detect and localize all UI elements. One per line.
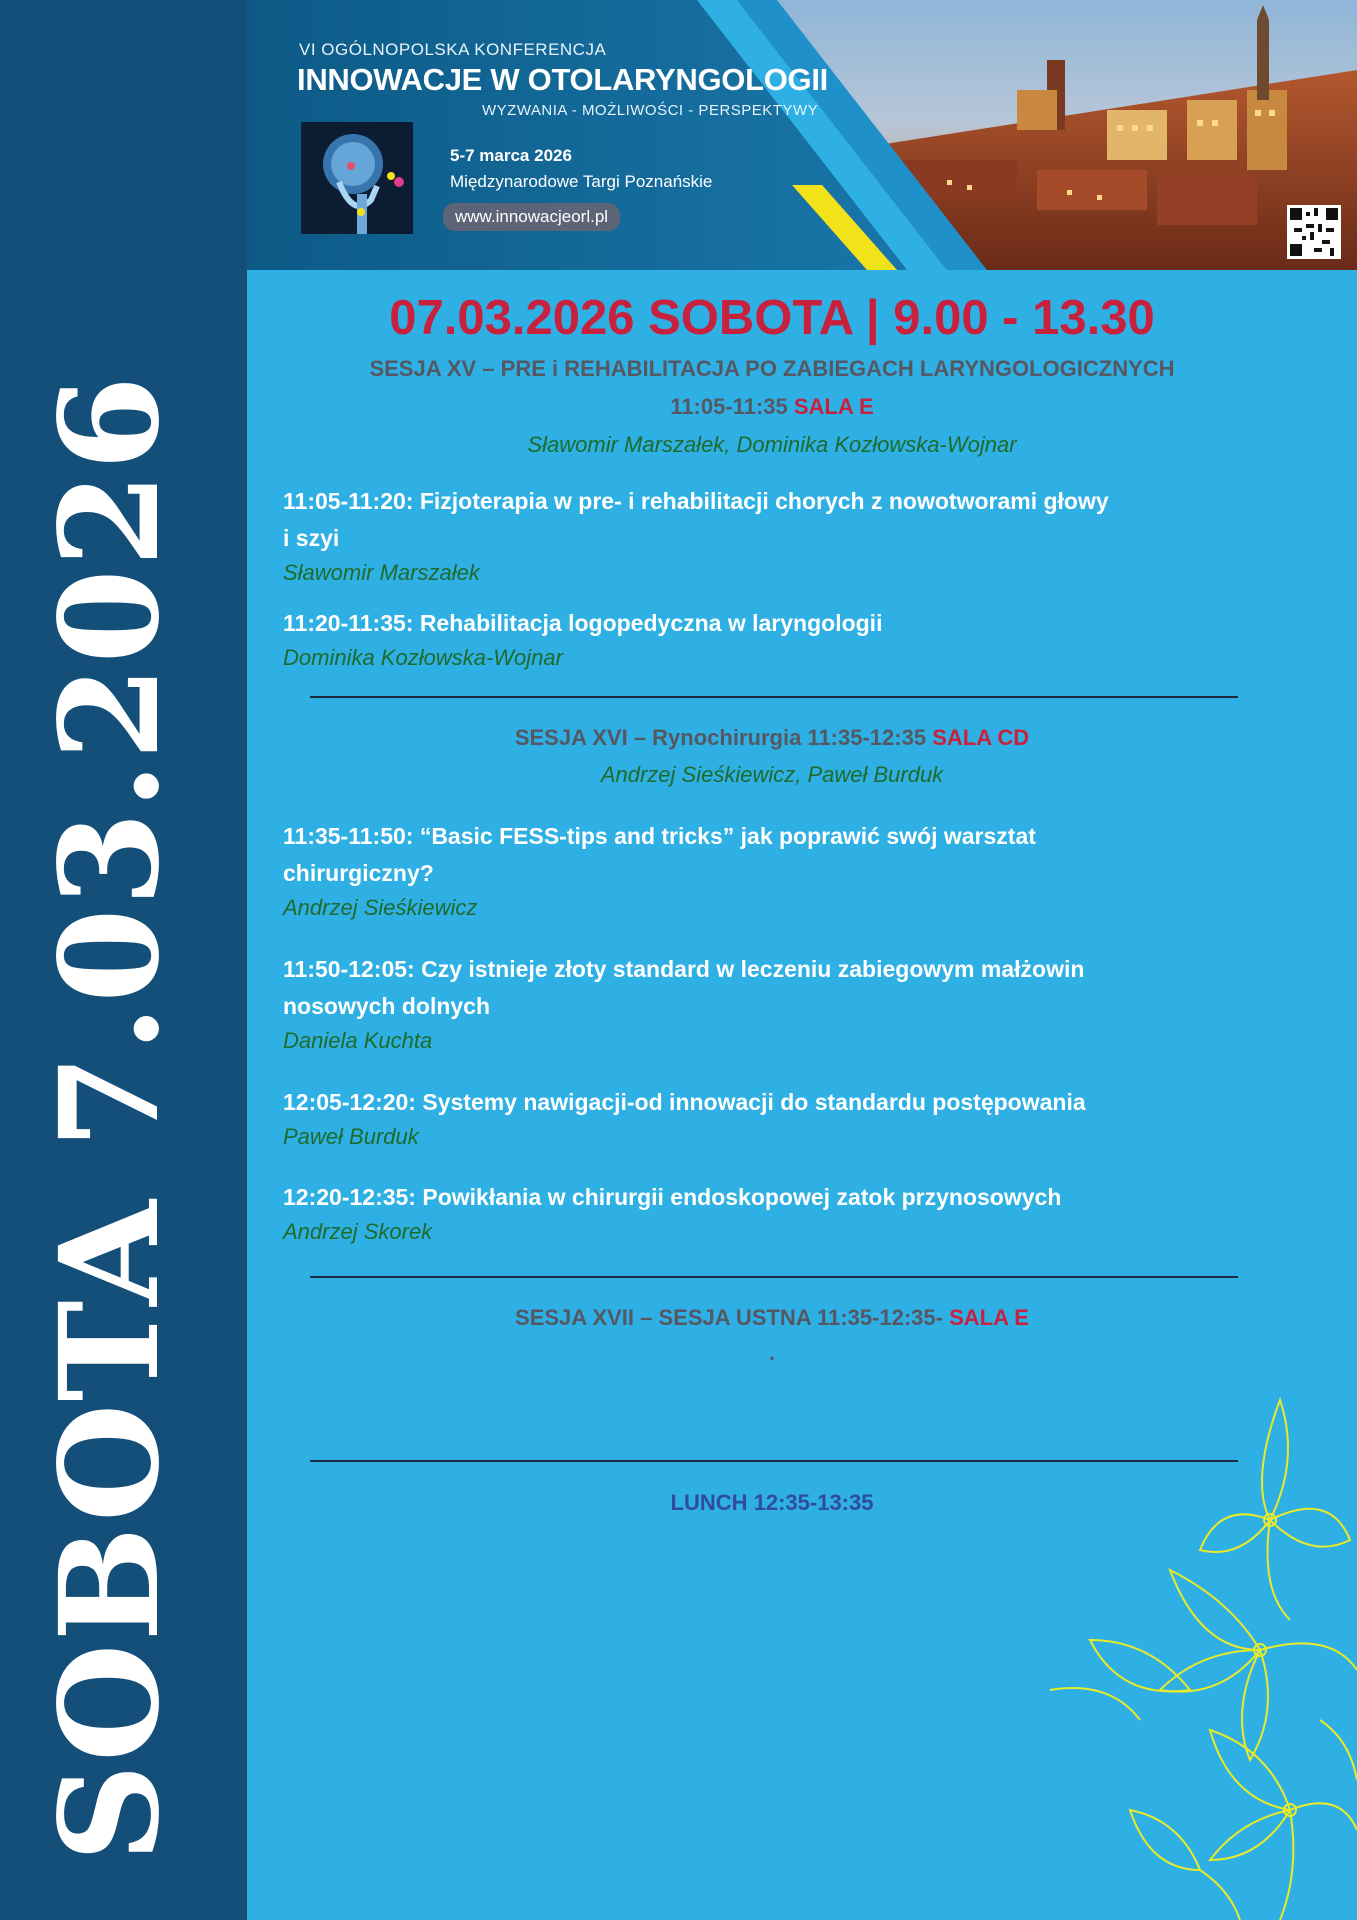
session-xvi-room: SALA CD [932, 725, 1030, 750]
session-xvii-title: SESJA XVII – SESJA USTNA 11:35-12:35- [515, 1305, 943, 1330]
session-xvi-title: SESJA XVI – Rynochirurgia 11:35-12:35 [514, 725, 927, 750]
talk-speaker: Andrzej Sieśkiewicz [283, 895, 478, 920]
session-xvii-title-room [247, 1305, 1297, 1331]
talk-title-line: nosowych dolnych [283, 993, 491, 1019]
lunch-break: LUNCH 12:35-13:35 [670, 1490, 874, 1515]
talk-item [283, 951, 1283, 1057]
lily-flower-decoration [1030, 1390, 1357, 1920]
talk-speaker: Paweł Burduk [283, 1124, 419, 1149]
talk-speaker: Sławomir Marszałek [283, 560, 480, 585]
talk-item [283, 818, 1283, 924]
conference-venue: Międzynarodowe Targi Poznańskie [450, 172, 713, 191]
session-xv-time-room [247, 394, 1297, 420]
day-heading: 07.03.2026 SOBOTA | 9.00 - 13.30 [389, 291, 1155, 345]
session-xvi-title-room [247, 725, 1297, 751]
talk-speaker: Andrzej Skorek [283, 1219, 433, 1244]
talk-speaker: Dominika Kozłowska-Wojnar [283, 645, 563, 670]
section-divider [310, 696, 1238, 698]
session-xv-chairs: Sławomir Marszałek, Dominika Kozłowska-Wojnar [527, 432, 1017, 457]
talk-item [283, 605, 1283, 674]
talk-title-line: 11:05-11:20: Fizjoterapia w pre- i rehabilitacji chorych z nowotworami głowy [283, 488, 1109, 514]
talk-item [283, 483, 1283, 589]
session-xvi-chairs: Andrzej Sieśkiewicz, Paweł Burduk [600, 762, 944, 787]
talk-title-line: 12:20-12:35: Powikłania w chirurgii endoskopowej zatok przynosowych [283, 1184, 1062, 1210]
talk-speaker: Daniela Kuchta [283, 1028, 433, 1053]
talk-title-line: i szyi [283, 525, 340, 551]
conference-dates: 5-7 marca 2026 [450, 146, 572, 165]
session-xv-time: 11:05-11:35 [670, 394, 788, 419]
talk-title-line: chirurgiczny? [283, 860, 434, 886]
sidebar-date-label: SOBOTA 7.03.2026 [30, 373, 190, 1863]
talk-item [283, 1084, 1283, 1153]
section-divider [310, 1276, 1238, 1278]
talk-title-line: 12:05-12:20: Systemy nawigacji-od innowacji do standardu postępowania [283, 1089, 1086, 1115]
session-xv-title: SESJA XV – PRE i REHABILITACJA PO ZABIEGACH LARYNGOLOGICZNYCH [369, 356, 1175, 381]
session-xvii-note: . [768, 1340, 776, 1365]
qr-code-icon [1287, 205, 1341, 259]
conference-overline: VI OGÓLNOPOLSKA KONFERENCJA [299, 40, 607, 59]
conference-banner [247, 0, 1357, 270]
xray-head-image [301, 122, 413, 234]
talk-title-line: 11:50-12:05: Czy istnieje złoty standard w leczeniu zabiegowym małżowin [283, 956, 1085, 982]
talk-title-line: 11:35-11:50: “Basic FESS-tips and tricks” jak poprawić swój warsztat [283, 823, 1036, 849]
conference-website-link[interactable]: www.innowacjeorl.pl [443, 203, 620, 231]
talk-item [283, 1179, 1283, 1248]
conference-subtitle: WYZWANIA - MOŻLIWOŚCI - PERSPEKTYWY [482, 102, 819, 119]
talk-title-line: 11:20-11:35: Rehabilitacja logopedyczna w laryngologii [283, 610, 883, 636]
left-sidebar [0, 0, 247, 1920]
session-xvii-room: SALA E [949, 1305, 1029, 1330]
conference-title: INNOWACJE W OTOLARYNGOLOGII [297, 62, 828, 97]
session-xv-room: SALA E [793, 394, 874, 419]
